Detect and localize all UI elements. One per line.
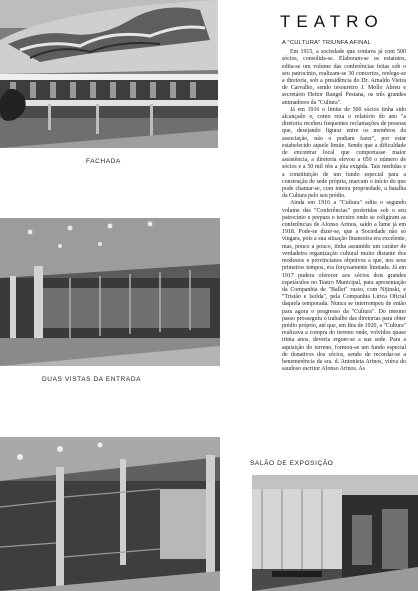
facade-caption: FACHADA <box>86 158 121 165</box>
article-body <box>282 40 406 373</box>
exhibition-photo <box>252 475 418 591</box>
entrance-caption: DUAS VISTAS DA ENTRADA <box>42 376 142 383</box>
entrance-photo-2 <box>0 437 220 591</box>
section-title: TEATRO <box>280 12 384 31</box>
article-paragraph: Em 1915, a sociedade que contava já com 500 sócios, consolida-se. Elaboram-se os estatutos, edita-se um volume das conferências feitas sob o seu patrocínio, realizam-se 30 concertos, reelege-se a diretoria, sob a presidência do Dr. Arnaldo Vieira de Carvalho, sendo tesoureiro J. Mollo Abreu e secretário Heitor Rangel Pestana, os três grandes animadores da "Cultura". <box>282 49 406 106</box>
exhibition-caption: SALÃO DE EXPOSIÇÃO <box>250 460 334 467</box>
entrance-photo <box>0 218 220 366</box>
facade-photo <box>0 0 218 148</box>
article-paragraph: Ainda em 1916 a "Cultura" edita o segundo volume das "Conferências" proferidas sob o seu patrocínio e prepara o terceiro onde se coligiram as conferências de Afonso Arinos, saído a lume já em 1918. Pode-se dizer-se, que a Sociedade não só vingara, pois a sua situação financeira era excelente, mas, pouco a pouco, tinha assumido um caráter de verdadeira organização cultural muito distante dos modestos e provincianos objetivos a que, nos seus primeiros tempos, era forçosamente limitada. Já em 1917 pudera oferecer aos sócios dois grandes espetáculos no Teatro Municipal, para apresentação da Companhia de "Ballet" russo, com Nijinski, e "Tristão e Isolda", pela Companhia Lírica Oficial daquela temporada. Nunca se interrompeu de então para agora o progresso da "Cultura". Do mesmo passo prosseguiu o trabalho das diretorias para obter prédio próprio, até que, em fins de 1920, a "Cultura" realizava a compra do terreno onde, volvidos quase trinta anos, deveria erguer-se a sua sede. Para a aquisição do terreno, formou-se um fundo especial de donativos dos sócios, sendo de recordar-se a benemerência da sra. d. Antonieta Arinos, viúva do saudoso escritor Afonso Arinos. As <box>282 200 406 373</box>
article-paragraph: Já em 1916 o limite de 500 sócios tinha sido alcançado e, como reza o relatório do ano "a diretoria recebeu frequentes reclamações de pessoas que, desejando figurar entre os membros da associação, não o podiam fazer", por estar estabelecido aquele limite. Sendo que a dificuldade de encontrar local que comportasse maior assistência, a diretoria elevou a 650 o número de sócios e a 50 mil réis a jóia exigida. Tais medidas e a constituição de um fundo especial para a construção de sede própria, marcam o início do que pode chamar-se, com inteira propriedade, a batalha da Cultura pelo seu prédio. <box>282 106 406 200</box>
article-subtitle: A "CULTURA" TRIUNFA AFINAL <box>282 40 371 46</box>
